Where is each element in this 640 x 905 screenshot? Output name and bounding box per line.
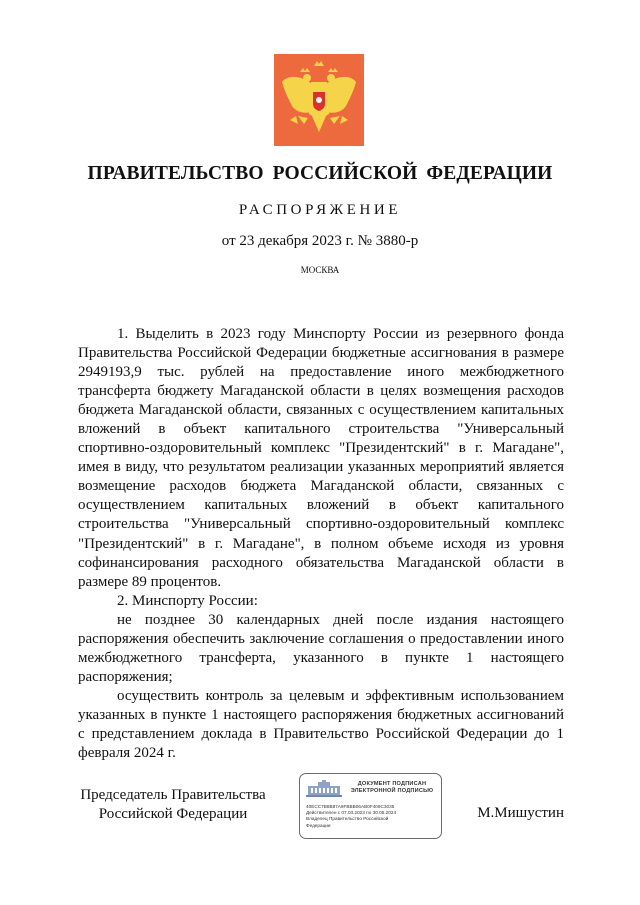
signatory-position [78,786,268,824]
stamp-owner-line-2: Федерации [306,822,331,828]
document-body [78,325,564,763]
stamp-owner-line-1: Владелец Правительство Российской [306,816,389,822]
signatory-position-line-1: Председатель Правительства [80,787,266,803]
paragraph-3: не позднее 30 календарных дней после издания настоящего распоряжения обеспечить заключение соглашения о предоставлении иного межбюджетного трансферта, указанного в пункте 1 настоящего распоряжения; [78,611,564,685]
paragraph-4: осуществить контроль за целевым и эффективным использованием указанных в пункте 1 настоящего распоряжения бюджетных ассигнований с представлением доклада в Правительство Российской Федерации до 1 февраля 2024 г. [78,687,564,762]
electronic-signature-stamp [299,773,442,839]
paragraph-1: 1. Выделить в 2023 году Минспорту России из резервного фонда Правительства Российской Федерации бюджетные ассигнования в размере 2949193,9 тыс. рублей на предоставление иного межбюджетного трансферта бюджету Магаданской области в целях возмещения расходов бюджета Магаданской области, связанных с осуществлением капитальных вложений в объект капитального строительства "Универсальный спортивно-оздоровительный комплекс "Президентский" в г. Магадане", имея в виду, что результатом реализации указанных мероприятий является возмещение расходов бюджета Магаданской области, связанных с осуществлением капитальных вложений в объект капитального строительства "Универсальный спортивно-оздоровительный комплекс "Президентский" в г. Магадане", в полном объеме исходя из уровня софинансирования расходного обязательства Магаданской области в размере 89 процентов. [78,326,564,590]
stamp-serial: 40ECC7B8B87A9FBBB06AB0F409C3035 [306,804,395,809]
signatory-position-line-2: Российской Федерации [98,806,248,822]
coat-of-arms-emblem [274,54,364,146]
stamp-validity: Действителен с 07.03.2023 по 30.05.2024 [306,810,397,816]
document-city: МОСКВА [300,265,340,275]
stamp-details [306,804,438,829]
government-title: ПРАВИТЕЛЬСТВО РОССИЙСКОЙ ФЕДЕРАЦИИ [87,163,553,184]
document-date-number: от 23 декабря 2023 г. № 3880-р [221,233,419,249]
paragraph-2: 2. Минспорту России: [117,592,258,609]
document-type: РАСПОРЯЖЕНИЕ [238,202,402,218]
signatory-name: М.Мишустин [477,805,564,821]
government-building-icon [306,780,342,797]
stamp-heading: ДОКУМЕНТ ПОДПИСАН ЭЛЕКТРОННОЙ ПОДПИСЬЮ [350,781,434,794]
